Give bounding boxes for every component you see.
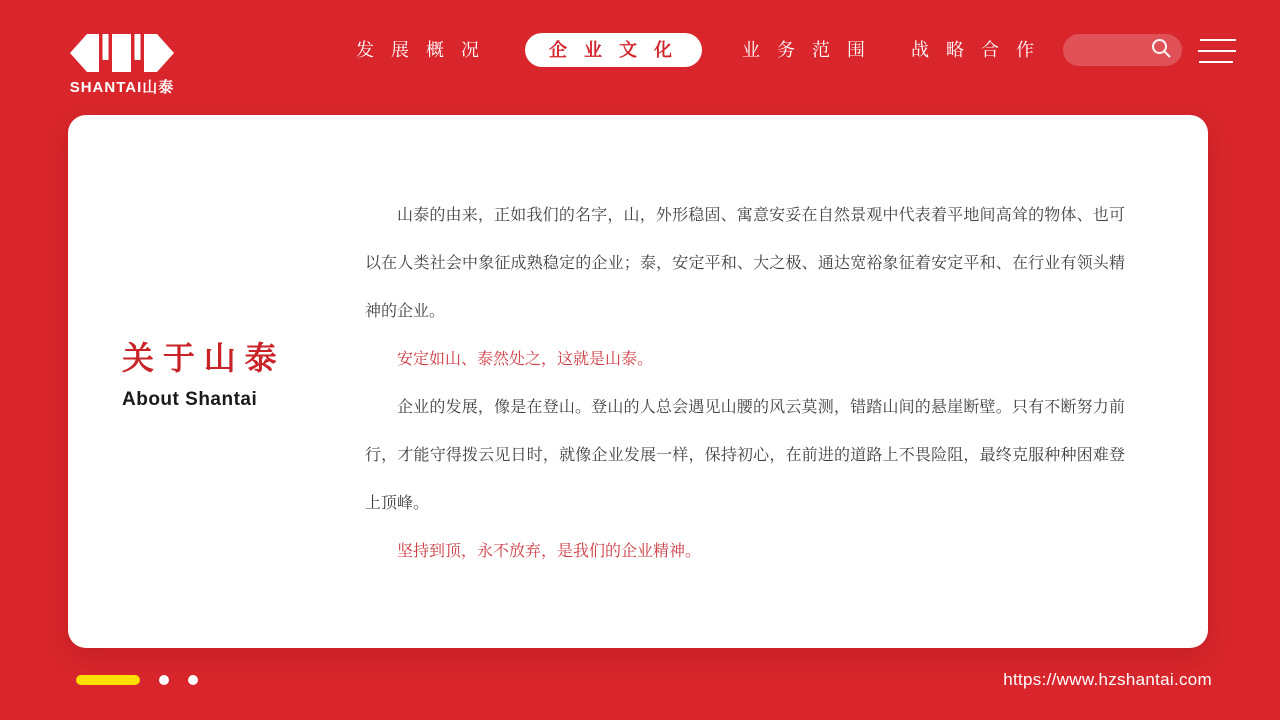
search-input[interactable] [1075,34,1155,66]
carousel-pagination [76,674,198,686]
section-title-zh: 关 于 山 泰 [122,340,277,376]
shantai-gate-logo-icon [68,32,176,74]
paragraph-climbing: 企业的发展，像是在登山。登山的人总会遇见山腰的风云莫测，错踏山间的悬崖断壁。只有不断努力前行，才能守得拨云见日时，就像企业发展一样，保持初心，在前进的道路上不畏险阻，最终克服种种困难登上顶峰。 [365,399,1125,512]
brand-name: SHANTAI山泰 [69,79,175,96]
paragraph-origin: 山泰的由来，正如我们的名字，山，外形稳固、寓意安妥在自然景观中代表着平地间高耸的物体、也可以在人类社会中象征成熟稳定的企业；泰，安定平和、大之极、通达宽裕象征着安定平和、在行业有领头精神的企业。 [365,207,1125,320]
nav-item-business-scope[interactable]: 业 务 范 围 [742,40,872,60]
about-card [68,115,1208,648]
section-title-en: About Shantai [122,389,258,410]
paragraph-slogan-1: 安定如山、泰然处之，这就是山泰。 [397,351,654,368]
paragraph-slogan-2: 坚持到顶，永不放弃，是我们的企业精神。 [397,543,702,560]
hamburger-menu-icon[interactable] [1198,39,1236,65]
nav-item-corporate-culture[interactable]: 企 业 文 化 [525,33,702,67]
site-url[interactable]: https://www.hzshantai.com [1003,670,1212,689]
about-text [365,192,1125,576]
pagination-dot-3[interactable] [188,675,198,685]
nav-item-strategic-cooperation[interactable]: 战 略 合 作 [911,40,1041,60]
brand-logo[interactable] [68,32,176,97]
search-bar[interactable] [1063,34,1182,66]
pagination-dot-2[interactable] [159,675,169,685]
pagination-dot-active[interactable] [76,675,140,685]
section-heading [122,333,277,411]
main-nav [356,33,1040,67]
nav-item-development-overview[interactable]: 发 展 概 况 [356,40,486,60]
top-bar [0,0,1280,115]
